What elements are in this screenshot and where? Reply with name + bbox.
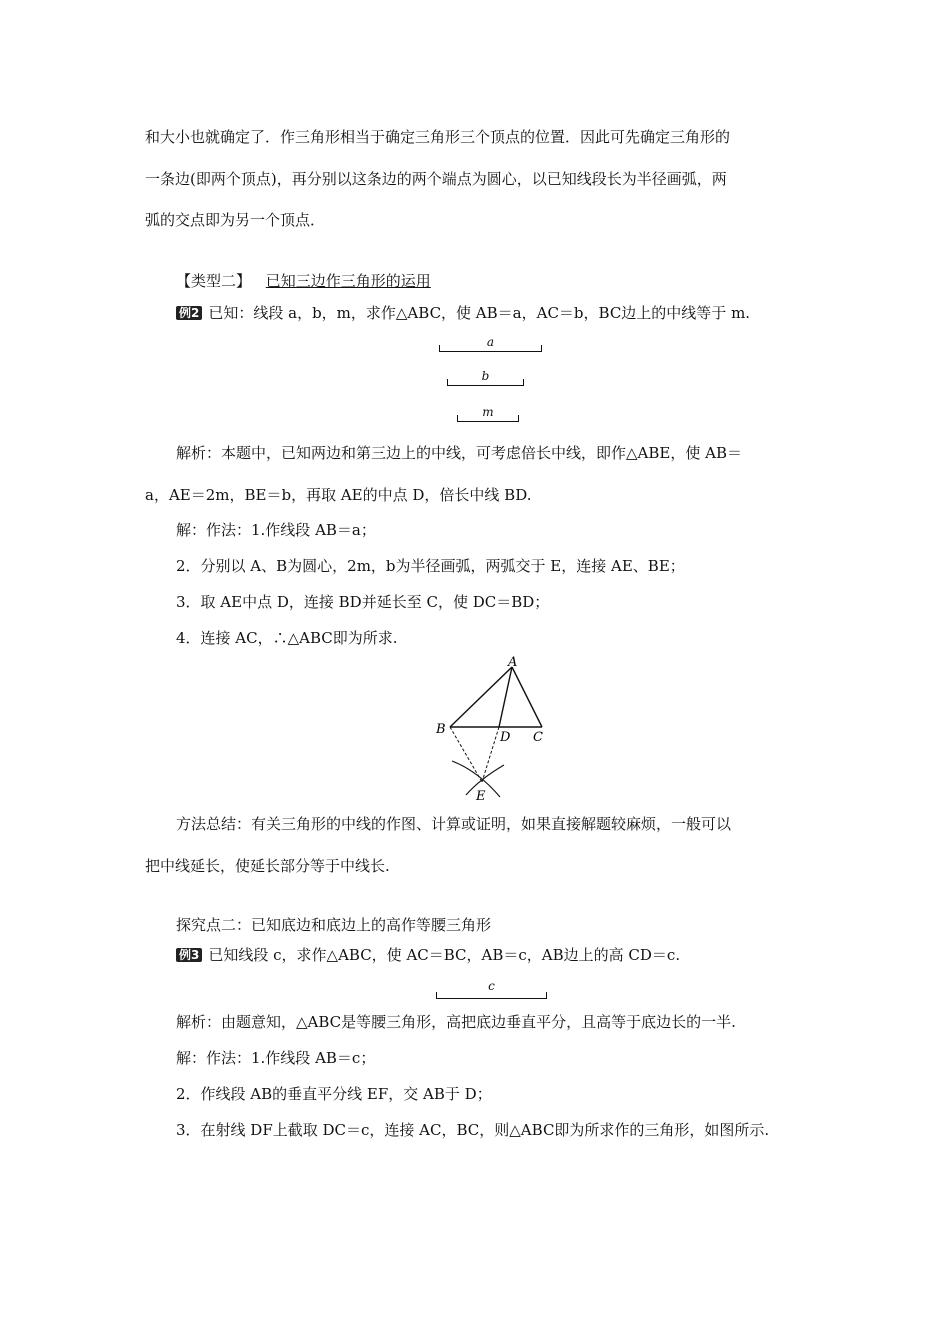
edge-ac — [512, 667, 542, 727]
segment-b — [447, 369, 524, 386]
segment-m — [457, 405, 519, 422]
solution-step: 解：作法：1.作线段 AB＝a； — [176, 521, 376, 539]
vertex-label-c: C — [533, 730, 543, 745]
paragraph-line: 一条边(即两个顶点)，再分别以这条边的两个端点为圆心，以已知线段长为半径画弧，两 — [145, 170, 727, 188]
solution-step: 2．作线段 AB的垂直平分线 EF，交 AB于 D； — [176, 1085, 492, 1103]
solution-step: 2．分别以 A、B为圆心，2m，b为半径画弧，两弧交于 E，连接 AE、BE； — [176, 557, 685, 575]
point-label-d: D — [500, 730, 511, 745]
paragraph-line: 弧的交点即为另一个顶点． — [145, 211, 326, 229]
segment-label: a — [486, 335, 495, 349]
summary-line: 方法总结：有关三角形的中线的作图、计算或证明，如果直接解题较麻烦，一般可以 — [176, 815, 732, 833]
segment-bar — [447, 379, 524, 386]
section-title: 已知三边作三角形的运用 — [265, 272, 431, 290]
triangle-figure — [430, 655, 560, 807]
solution-step: 4．连接 AC，∴△ABC即为所求. — [176, 629, 398, 647]
example-2 — [176, 303, 750, 323]
segment-label: c — [488, 979, 495, 993]
example-text: 已知：线段 a，b，m，求作△ABC，使 AB＝a，AC＝b，BC边上的中线等于 m. — [208, 304, 751, 322]
analysis-line: 解析：由题意知，△ABC是等腰三角形，高把底边垂直平分，且高等于底边长的一半. — [176, 1013, 736, 1031]
section-bracket: 【类型二】 — [176, 272, 252, 290]
section-header — [176, 271, 431, 291]
segment-bar — [457, 415, 519, 422]
segment-a — [439, 335, 542, 352]
segment-bar — [436, 992, 547, 999]
analysis-line: a，AE＝2m，BE＝b，再取 AE的中点 D，倍长中线 BD. — [145, 486, 532, 504]
vertex-label-b: B — [436, 722, 446, 737]
paragraph-line: 和大小也就确定了．作三角形相当于确定三角形三个顶点的位置．因此可先确定三角形的 — [145, 128, 731, 146]
example-3 — [176, 945, 680, 965]
example-badge: 例2 — [176, 306, 202, 320]
section-title: 探究点二：已知底边和底边上的高作等腰三角形 — [176, 916, 492, 934]
dashed-be — [450, 727, 482, 782]
edge-ab — [450, 667, 512, 727]
solution-step: 解：作法：1.作线段 AB＝c； — [176, 1049, 376, 1067]
summary-line: 把中线延长，使延长部分等于中线长. — [145, 857, 390, 875]
example-text: 已知线段 c，求作△ABC，使 AC＝BC，AB＝c，AB边上的高 CD＝c. — [208, 946, 681, 964]
segment-bar — [439, 345, 542, 352]
example-badge: 例3 — [176, 948, 202, 962]
solution-step: 3．取 AE中点 D，连接 BD并延长至 C，使 DC＝BD； — [176, 593, 550, 611]
segment-label: b — [481, 369, 490, 383]
segment-label: m — [482, 405, 494, 419]
median-ad — [499, 667, 512, 727]
analysis-line: 解析：本题中，已知两边和第三边上的中线，可考虑倍长中线，即作△ABE，使 AB＝ — [176, 444, 742, 462]
vertex-label-a: A — [508, 655, 518, 670]
solution-step: 3．在射线 DF上截取 DC＝c，连接 AC，BC，则△ABC即为所求作的三角形，如图所示. — [176, 1121, 770, 1139]
point-label-e: E — [476, 789, 486, 804]
segment-c — [436, 979, 547, 999]
